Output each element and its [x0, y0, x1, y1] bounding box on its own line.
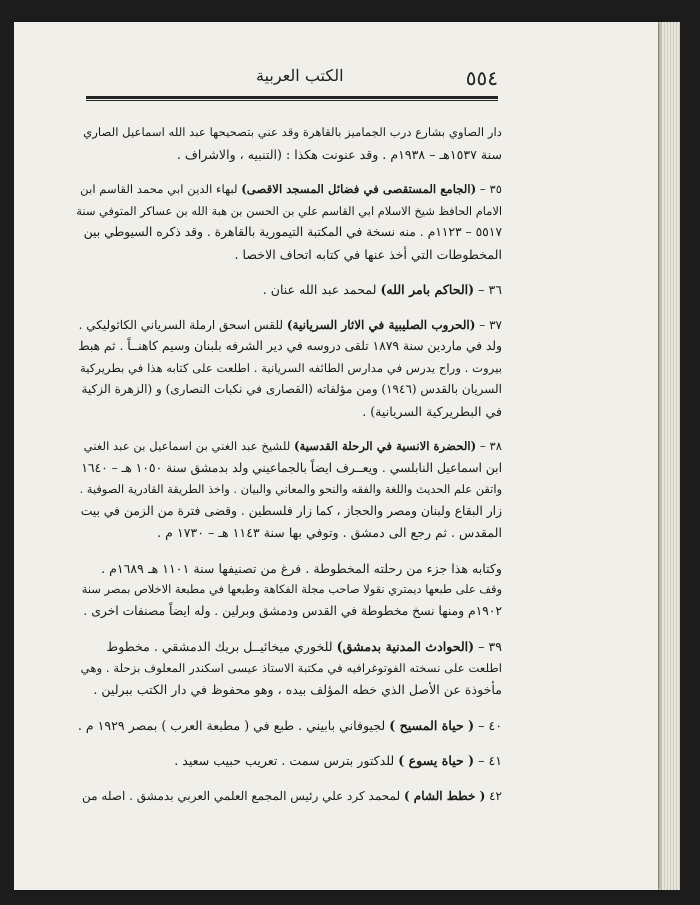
line-text: للدكتور بترس سمت . تعريب حبيب سعيد . [174, 753, 395, 768]
line-text: بيروت . وراح يدرس في مدارس الطائفه السريانية . اطلعت على كتابه هذا في بطريركية [79, 360, 502, 375]
header-rule-thin [86, 100, 498, 101]
text-line [76, 658, 502, 680]
line-text: سنة ١٥٣٧هـ – ١٩٣٨م . وقد عنونت هكذا : (التنبيه ، والاشراف . [176, 146, 502, 162]
line-text: مأخوذة عن الأصل الذي خطه المؤلف بيده ، وهو محفوظ في دار الكتب ببرلين . [93, 682, 502, 697]
text-line [76, 179, 502, 201]
text-line [76, 679, 502, 701]
line-text: زار البقاع ولبنان ومصر والحجاز ، كما زار فلسطين . وقضى فترة من الزمن في بيت [80, 503, 502, 518]
entry-number: ٣٦ – [478, 282, 502, 297]
entry-number: ٤٢ [489, 788, 502, 803]
line-text: لجيوفاني بابيني . طبع في ( مطبعة العرب ) بمصر ١٩٢٩ م . [77, 717, 386, 733]
line-text: المقدس . ثم رجع الى دمشق . وتوفي بها سنة ١١٤٣ هـ – ١٧٣٠ م . [157, 525, 502, 540]
page-number: ٥٥٤ [465, 66, 498, 90]
bibliography-entry [76, 750, 502, 772]
bibliography-entry [76, 715, 502, 737]
text-line [76, 336, 502, 358]
text-line [76, 244, 502, 266]
text-line [76, 558, 502, 580]
entry-number: ٣٨ – [479, 439, 502, 453]
running-title: الكتب العربية [256, 66, 344, 85]
text-line [76, 579, 502, 601]
text-line [76, 379, 502, 401]
bibliography-entry [76, 558, 502, 623]
line-text: واتقن علم الحديث واللغة والفقه والنحو والمعاني والبيان . واخذ الطريقة القادرية الصوفية . [79, 482, 502, 496]
line-text: في البطريركية السريانية) . [362, 403, 502, 419]
line-text: دار الصاوي بشارع درب الجماميز بالقاهرة وقد عني بتصحيحها عبد الله اسماعيل الصاري [83, 125, 502, 139]
text-line [76, 401, 502, 423]
text-line [76, 122, 502, 144]
entry-title: (الحاكم بامر الله) [380, 282, 475, 297]
text-line [76, 522, 502, 544]
entry-title: ( حياة المسيح ) [389, 717, 475, 733]
page-body [76, 122, 502, 821]
text-line [76, 315, 502, 337]
entry-title: (الحضرة الانسية في الرحلة القدسية) [293, 439, 477, 453]
entry-title: (الحوادث المدنية بدمشق) [336, 639, 475, 654]
bibliography-entry [76, 636, 502, 701]
bibliography-entry [76, 179, 502, 265]
text-line [76, 358, 502, 380]
text-line [76, 201, 502, 223]
bibliography-entry [76, 315, 502, 423]
header-rule [86, 96, 498, 99]
text-line [76, 750, 502, 772]
entry-number: ٣٩ – [478, 639, 502, 654]
bibliography-entry [76, 279, 502, 301]
line-text: السريان بالقدس (١٩٤٦) ومن مؤلفاته (القصارى في نكبات النصارى) و (الزهرة الزكية [81, 382, 502, 396]
line-text: وقف على طبعها ديمتري نقولا صاحب مجلة الفكاهة وطبعها في مطبعة الاخلاص بمصر سنة [81, 582, 502, 596]
line-text: للخوري ميخائيــل بريك الدمشقي . مخطوط [106, 639, 333, 654]
text-line [76, 479, 502, 501]
text-line [76, 715, 502, 737]
line-text: ١٩٠٢م ومنها نسخ مخطوطة في القدس ودمشق وبرلين . وله ايضاً مصنفات اخرى . [83, 603, 502, 618]
bibliography-entry [76, 122, 502, 165]
text-line [76, 501, 502, 523]
entry-number: ٣٥ – [479, 182, 502, 196]
text-line [76, 144, 502, 166]
line-text: لبهاء الدين ابي محمد القاسم ابن [80, 182, 238, 196]
text-line [76, 436, 502, 458]
entry-title: (الجامع المستقصى في فضائل المسجد الاقصى) [241, 182, 477, 196]
entry-title: ( حياة يسوع ) [398, 753, 475, 768]
text-line [76, 279, 502, 301]
line-text: ٥٥١٧ – ١١٢٣م . منه نسخة في المكتبة التيمورية بالقاهرة . وقد ذكره السيوطي بين [83, 225, 502, 239]
page-header [86, 66, 498, 110]
line-text: وكتابه هذا جزء من رحلته المخطوطة . فرغ من تصنيفها سنة ١١٠١ هـ ١٦٨٩م . [101, 560, 502, 576]
line-text: للقس اسحق ارملة السرياني الكاثوليكي . [78, 317, 284, 332]
bibliography-entry [76, 786, 502, 808]
text-line [76, 786, 502, 808]
line-text: ابن اسماعيل النابلسي . ويعــرف ايضاً بالجماعيني ولد بدمشق سنة ١٠٥٠ هـ – ١٦٤٠ [81, 460, 502, 475]
entry-number: ٤٠ – [478, 717, 502, 733]
entry-title: ( خطط الشام ) [403, 788, 486, 803]
line-text: للشيخ عبد الغني بن اسماعيل بن عبد الغني [83, 439, 291, 453]
text-line [76, 601, 502, 623]
line-text: اطلعت على نسخته الفوتوغرافيه في مكتبة الاستاذ عيسى اسكندر المعلوف بزحلة . وهي [80, 660, 502, 675]
line-text: لمحمد كرد علي رئيس المجمع العلمي العربي بدمشق . اصله من [82, 788, 401, 803]
line-text: الامام الحافظ شيخ الاسلام ابي القاسم علي بن الحسن بن هبة الله بن عساكر المتوفي سنة [76, 203, 502, 218]
text-line [76, 458, 502, 480]
bibliography-entry [76, 436, 502, 544]
entry-number: ٤١ – [478, 753, 502, 768]
text-line [76, 222, 502, 244]
line-text: المخطوطات التي أخذ عنها في كتابه اتحاف الاخصا . [234, 246, 502, 262]
entry-number: ٣٧ – [479, 317, 502, 332]
line-text: لمحمد عبد الله عنان . [262, 282, 377, 297]
entry-title: (الحروب الصليبية في الاثار السريانية) [286, 317, 476, 332]
text-line [76, 636, 502, 658]
line-text: ولد في ماردين سنة ١٨٧٩ تلقى دروسه في دير الشرفه بلبنان وسيم كاهنــاً . ثم هبط [78, 339, 502, 353]
